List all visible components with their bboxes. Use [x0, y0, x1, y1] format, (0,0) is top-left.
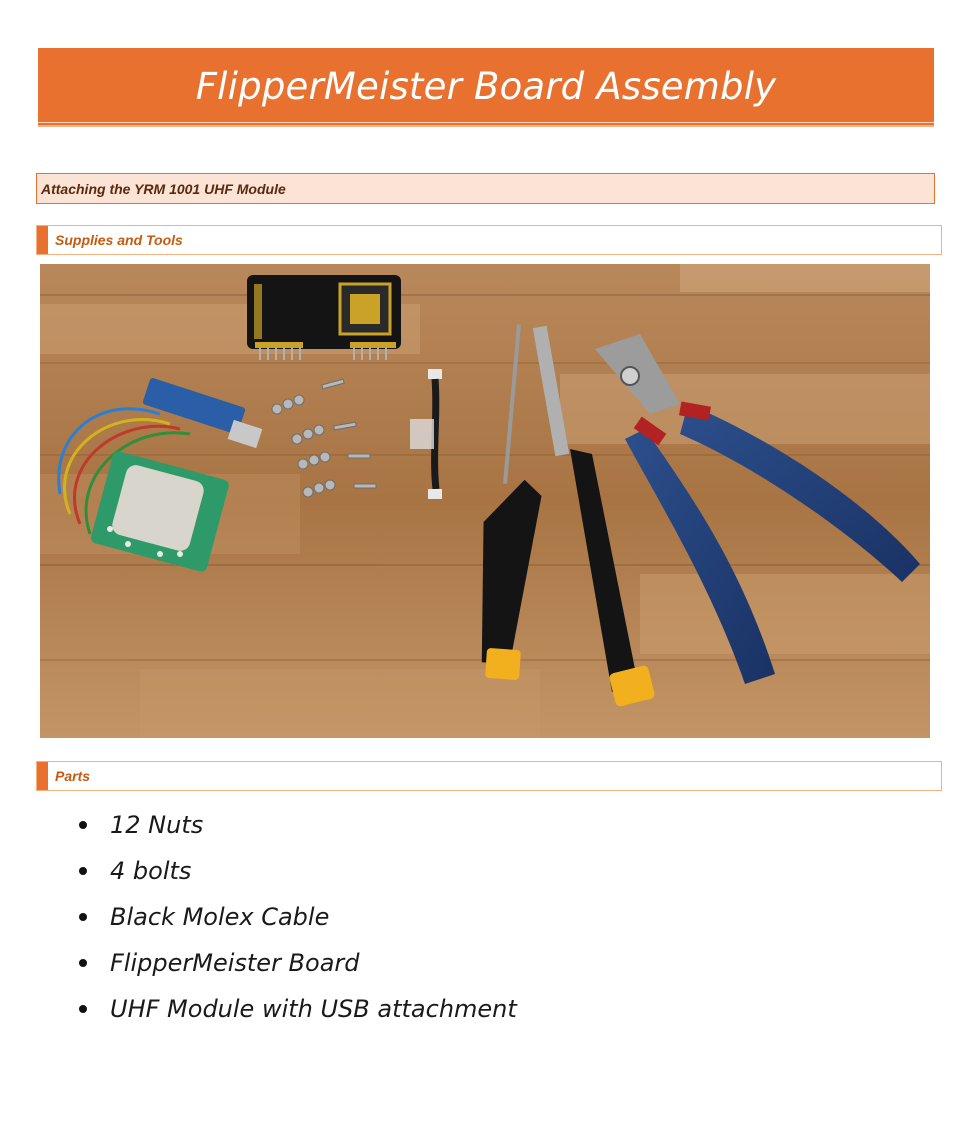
- list-item: [76, 894, 517, 940]
- section-header: [36, 173, 935, 204]
- parts-header: [36, 761, 942, 791]
- list-item: [76, 986, 517, 1032]
- supplies-heading: Supplies and Tools: [55, 232, 183, 248]
- bullet-icon: [79, 821, 87, 829]
- list-item: [76, 802, 517, 848]
- title-underline: [38, 122, 934, 123]
- parts-accent-bar: [37, 762, 48, 790]
- part-label: 12 Nuts: [110, 811, 204, 839]
- list-item: [76, 940, 517, 986]
- bullet-icon: [79, 913, 87, 921]
- supplies-header: [36, 225, 942, 255]
- part-label: FlipperMeister Board: [110, 949, 360, 977]
- bullet-icon: [79, 1005, 87, 1013]
- bullet-icon: [79, 959, 87, 967]
- flippermeister-board: [247, 275, 401, 360]
- part-label: Black Molex Cable: [110, 903, 330, 931]
- part-label: UHF Module with USB attachment: [110, 995, 517, 1023]
- parts-heading: Parts: [55, 768, 91, 784]
- list-item: [76, 848, 517, 894]
- bullet-icon: [79, 867, 87, 875]
- supplies-photo: [40, 264, 930, 738]
- page-title: FlipperMeister Board Assembly: [195, 65, 777, 108]
- section-title: Attaching the YRM 1001 UHF Module: [41, 180, 286, 197]
- part-label: 4 bolts: [110, 857, 192, 885]
- supplies-accent-bar: [37, 226, 48, 254]
- parts-list: [76, 802, 517, 1032]
- title-banner: [38, 48, 934, 127]
